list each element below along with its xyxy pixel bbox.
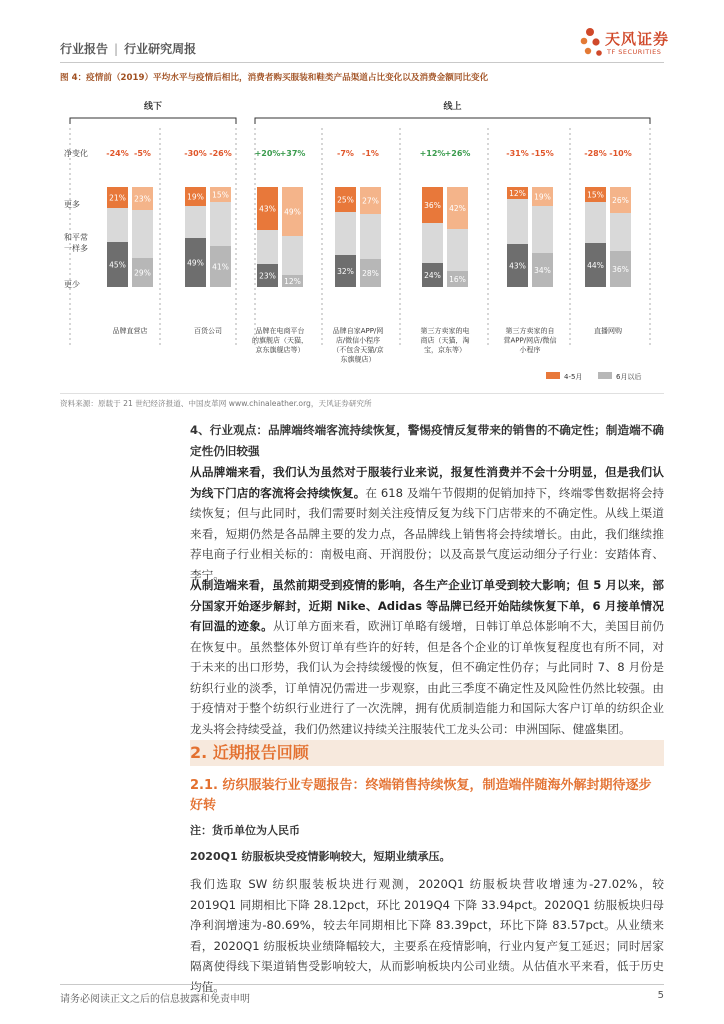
category-label-2-1: 的旗舰店（天猫，: [252, 336, 308, 345]
net-change-1-0: -30%: [184, 149, 207, 158]
row-label-same-1: 和平常: [64, 233, 88, 242]
net-change-5-1: -15%: [531, 149, 554, 158]
label-less-3-0: 32%: [337, 267, 354, 276]
category-label-3-1: 店/微信小程序: [335, 336, 381, 345]
brand-paragraph-lead: 从品牌端来看，我们认为虽然对于服装行业来说，报复性消费并不会十分明显，但是我们认为线下门店的客流将会持续恢复。: [190, 465, 664, 500]
currency-note: 注：货币单位为人民币: [190, 824, 300, 837]
bar-same-0-1: [132, 210, 153, 258]
source-divider: [60, 393, 664, 394]
bar-same-1-0: [185, 206, 206, 238]
label-less-2-1: 12%: [284, 277, 301, 286]
figure-source: 资料来源：原载于 21 世纪经济报道、中国皮革网 www.chinaleather.org，天风证券研究所: [60, 399, 372, 408]
row-label-same-2: 一样多: [64, 244, 88, 253]
label-more-6-1: 26%: [612, 196, 629, 205]
header-separator: |: [114, 42, 119, 56]
category-label-3-2: （不包含天猫/京: [332, 346, 384, 354]
label-more-1-1: 15%: [212, 190, 229, 200]
label-less-2-0: 23%: [259, 271, 276, 281]
net-change-1-1: -26%: [209, 149, 232, 158]
category-label-4-2: 宝，京东等）: [424, 346, 466, 354]
manufacturing-paragraph: [190, 575, 664, 739]
offline-group-label: 线下: [143, 102, 163, 112]
net-change-4-1: +26%: [444, 149, 471, 158]
category-label-5-2: 小程序: [519, 346, 541, 354]
label-more-4-1: 42%: [449, 204, 466, 213]
label-more-0-1: 23%: [134, 194, 151, 204]
label-less-5-1: 34%: [534, 266, 551, 275]
net-change-3-1: -1%: [362, 149, 379, 158]
label-more-5-1: 19%: [534, 192, 551, 202]
category-label-3-0: 品牌自家APP/网: [332, 327, 384, 335]
bar-same-6-1: [610, 213, 631, 251]
net-change-0-1: -5%: [134, 149, 151, 158]
category-label-2-0: 品牌在电商平台: [255, 327, 305, 335]
net-change-2-0: +20%: [254, 149, 281, 158]
net-change-2-1: +37%: [279, 149, 306, 158]
category-label-4-1: 商店（天猫，淘: [420, 336, 470, 345]
bar-same-3-1: [360, 214, 381, 259]
label-more-0-0: 21%: [109, 193, 126, 203]
label-less-0-0: 45%: [109, 260, 126, 270]
legend-swatch-0: [546, 372, 560, 379]
label-less-4-1: 16%: [449, 275, 466, 284]
bar-same-6-0: [585, 202, 606, 243]
page-number: 5: [657, 990, 664, 1001]
section-2-1-heading: 2.1. 纺织服装行业专题报告：终端销售持续恢复，制造端伴随海外解封期待逐步好转: [190, 778, 652, 813]
industry-view-heading: 4、行业观点：品牌端终端客流持续恢复，警惕疫情反复带来的销售的不确定性；制造端不确定性仍旧较强: [190, 423, 664, 458]
label-less-0-1: 29%: [134, 268, 151, 278]
category-label-0-0: 品牌直营店: [112, 327, 148, 335]
bar-same-2-1: [282, 236, 303, 275]
net-change-6-1: -10%: [609, 149, 632, 158]
category-label-6-0: 直播网购: [594, 327, 622, 335]
label-more-2-0: 43%: [259, 204, 276, 214]
manufacturing-paragraph-lead: 从制造端来看，虽然前期受到疫情的影响，各生产企业订单受到较大影响；但 5 月以来，部分国家开始逐步解封，近期 Nike、Adidas 等品牌已经开始陆续恢复下单，6 月接单情况有回温的迹象。: [190, 578, 664, 633]
bar-same-4-0: [422, 223, 443, 263]
channel-change-chart: [60, 90, 664, 390]
bar-same-3-0: [335, 212, 356, 255]
bar-same-5-1: [532, 206, 553, 253]
legend-label-0: 4-5月: [564, 373, 583, 381]
category-label-1-0: 百货公司: [194, 327, 222, 335]
q1-paragraph: 我们选取 SW 纺织服装板块进行观测，2020Q1 纺服板块营收增速为-27.02%，较 2019Q1 同期相比下降 28.12pct，环比 2019Q4 下降 33.94pct。2020Q1 纺服板块归母净利润增速为-80.69%，较去年同期相比下降 83.39pct，环比下降 83.57pct。从业绩来看，2020Q1 纺服板块业绩降幅较大，主要系在疫情影响，行业内复产复工延迟；同时居家隔离使得线下渠道销售受影响较大，从而影响板块内公司业绩。从估值水平来看，低于历史均值。: [190, 877, 664, 994]
header-subcategory: 行业研究周报: [124, 42, 197, 56]
label-more-6-0: 15%: [587, 190, 604, 200]
q1-subheading: 2020Q1 纺服板块受疫情影响较大，短期业绩承压。: [190, 850, 451, 863]
manufacturing-paragraph-body: 从订单方面来看，欧洲订单略有缓增，日韩订单总体影响不大，美国目前仍在恢复中。虽然整体外贸订单有些许的好转，但是各个企业的订单恢复程度也有所不同，对于未来的出口形势，我们认为会持续缓慢的恢复，但不确定性仍存；与此同时 7、8 月份是纺织行业的淡季，订单情况仍需进一步观察，由此三季度不确定性及风险性仍然比较强。由于疫情对于整个纺织行业进行了一次洗牌，拥有优质制造能力和国际大客户订单的纺织企业龙头将会持续受益，我们仍然建议持续关注服装代工龙头公司：申洲国际、健盛集团。: [190, 619, 664, 736]
label-less-6-0: 44%: [587, 261, 604, 270]
bar-same-1-1: [210, 202, 231, 246]
report-header: [60, 40, 196, 57]
bar-same-5-0: [507, 199, 528, 244]
net-change-3-0: -7%: [337, 149, 354, 158]
label-more-3-0: 25%: [337, 195, 354, 205]
bar-same-0-0: [107, 208, 128, 242]
row-label-less: 更少: [64, 280, 80, 289]
category-label-2-2: 京东旗舰店等）: [255, 346, 305, 354]
label-less-1-0: 49%: [187, 258, 204, 268]
net-change-5-0: -31%: [506, 149, 529, 158]
label-more-3-1: 27%: [362, 196, 379, 206]
header-divider: [60, 62, 664, 63]
footer-disclaimer: 请务必阅读正文之后的信息披露和免责申明: [60, 994, 250, 1005]
label-less-6-1: 36%: [612, 265, 629, 274]
row-label-more: 更多: [64, 200, 80, 209]
net-change-4-0: +12%: [419, 149, 446, 158]
offline-group-bracket: [70, 118, 236, 124]
category-label-4-0: 第三方卖家的电: [420, 327, 470, 335]
online-group-bracket: [255, 118, 650, 124]
bar-same-2-0: [257, 230, 278, 264]
label-more-2-1: 49%: [284, 207, 301, 217]
brand-paragraph: [190, 462, 664, 585]
figure-title: 图 4：疫情前（2019）平均水平与疫情后相比，消费者购买服装和鞋类产品渠道占比变化以及消费金额同比变化: [60, 73, 489, 83]
legend-swatch-1: [598, 372, 612, 379]
label-more-5-0: 12%: [509, 189, 526, 198]
brand-name: 天风证券: [605, 30, 670, 48]
label-less-1-1: 41%: [212, 262, 229, 272]
online-group-label: 线上: [443, 102, 462, 112]
category-label-5-0: 第三方卖家的自: [505, 327, 555, 335]
footer-divider: [60, 984, 664, 985]
label-less-3-1: 28%: [362, 269, 379, 278]
label-more-1-0: 19%: [187, 192, 204, 202]
net-change-0-0: -24%: [106, 149, 129, 158]
legend-label-1: 6月以后: [616, 373, 642, 381]
label-less-4-0: 24%: [424, 271, 441, 280]
section-2-heading: 2. 近期报告回顾: [190, 740, 664, 766]
category-label-5-1: 营APP/网店/微信: [503, 336, 557, 345]
label-more-4-0: 36%: [424, 201, 441, 210]
brand-subtitle: TF SECURITIES: [607, 48, 662, 56]
bar-same-4-1: [447, 229, 468, 271]
category-label-3-3: 东旗舰店）: [340, 355, 376, 364]
label-less-5-0: 43%: [509, 261, 526, 271]
header-category: 行业报告: [60, 42, 109, 56]
net-change-6-0: -28%: [584, 149, 607, 158]
brand-paragraph-body: 在 618 及端午节假期的促销加持下，终端零售数据将会持续恢复；但与此同时，我们需要时刻关注疫情反复为线下门店带来的不确定性。从线上渠道来看，短期仍然是各品牌主要的发力点，各品牌线上销售将会持续增长。由此，我们继续推荐电商子行业相关标的：南极电商、开润股份；以及高景气度运动细分子行业：安踏体育、李宁。: [190, 485, 664, 582]
row-label-net: 净变化: [64, 149, 88, 158]
